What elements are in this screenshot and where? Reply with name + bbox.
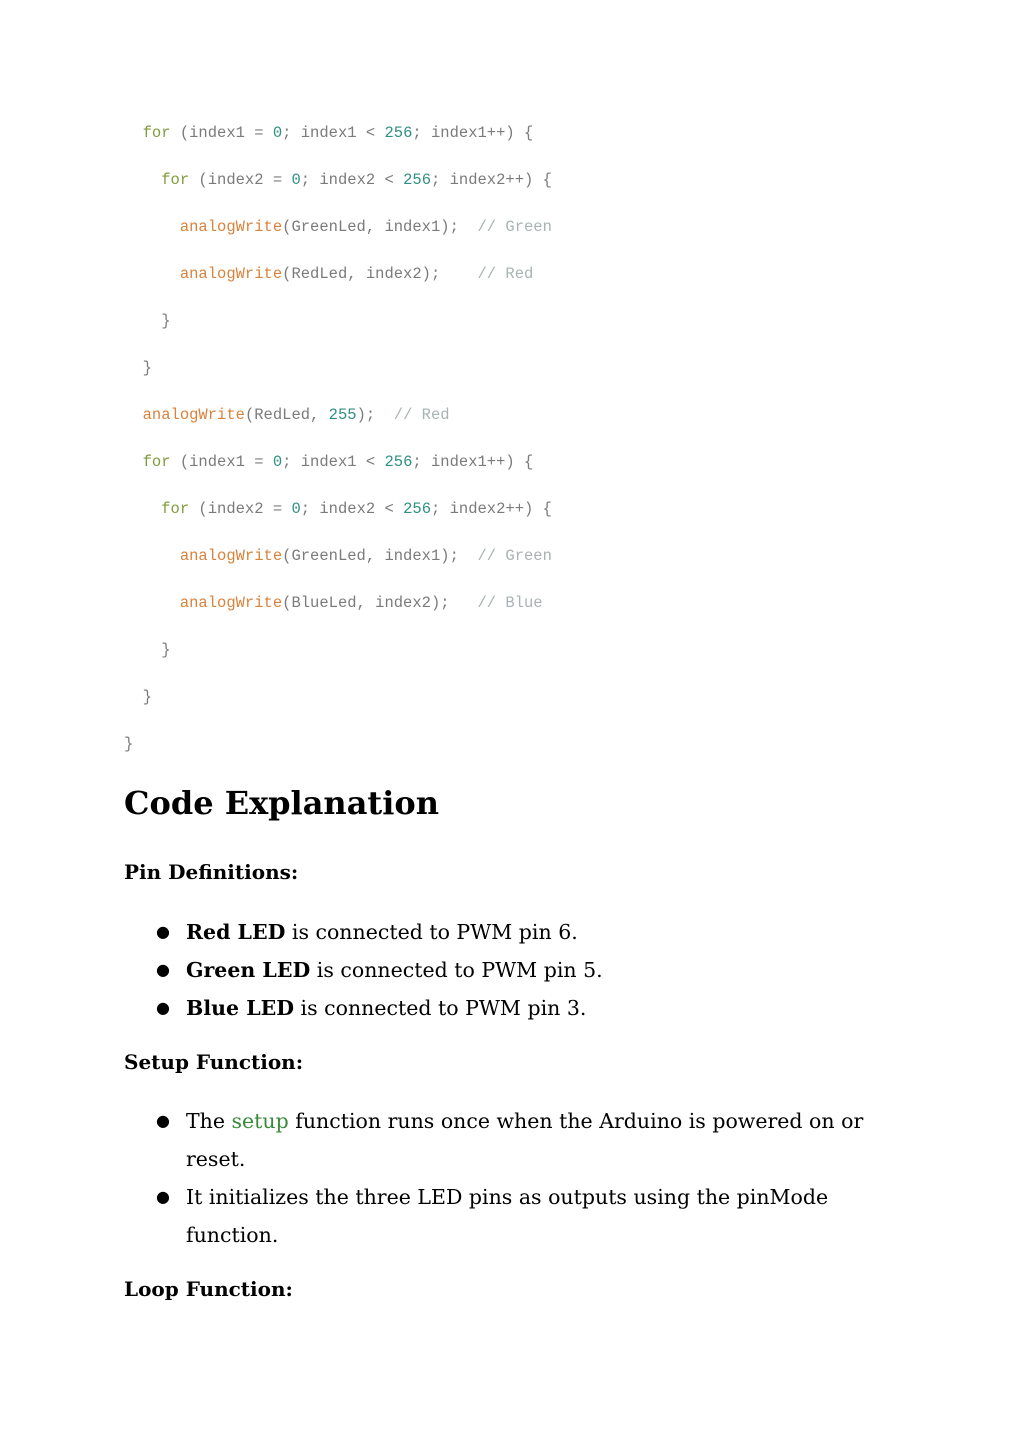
inline-code-setup: setup bbox=[231, 1109, 289, 1133]
code-token: 256 bbox=[403, 500, 431, 518]
code-token: (index1 = bbox=[170, 124, 273, 142]
code-token: ; index2 < bbox=[300, 500, 404, 518]
code-token: 256 bbox=[384, 124, 413, 142]
code-line bbox=[124, 306, 552, 353]
code-token: 0 bbox=[272, 453, 283, 471]
code-token: ); bbox=[356, 406, 394, 424]
code-line bbox=[124, 447, 552, 494]
list-item: ● It initializes the three LED pins as outputs using the pinMode function. bbox=[124, 1178, 884, 1254]
code-token: analogWrite bbox=[179, 218, 283, 236]
code-token: (BlueLed, index2); bbox=[282, 594, 478, 612]
list-item: ● The setup function runs once when the Arduino is powered on or reset. bbox=[124, 1102, 884, 1178]
code-token: ; index1 < bbox=[282, 124, 385, 142]
code-token: } bbox=[161, 312, 171, 330]
code-line bbox=[124, 588, 552, 635]
prose-section bbox=[124, 776, 884, 1303]
code-indent bbox=[124, 359, 143, 377]
code-indent bbox=[124, 641, 161, 659]
code-token: analogWrite bbox=[142, 406, 245, 424]
code-line bbox=[124, 400, 552, 447]
code-token: } bbox=[142, 359, 152, 377]
code-token: // Red bbox=[477, 265, 534, 283]
code-token: 256 bbox=[403, 171, 431, 189]
loop-function-heading: Loop Function: bbox=[124, 1277, 293, 1301]
section-heading: Code Explanation bbox=[124, 784, 439, 822]
code-indent bbox=[124, 265, 180, 283]
code-token: ; index1++) { bbox=[412, 453, 534, 471]
code-token: 256 bbox=[384, 453, 413, 471]
code-token: } bbox=[142, 688, 152, 706]
code-token: 0 bbox=[291, 500, 301, 518]
list-item: ● Blue LED is connected to PWM pin 3. bbox=[124, 989, 884, 1027]
code-indent bbox=[124, 547, 180, 565]
code-line bbox=[124, 259, 552, 306]
code-token: // Green bbox=[477, 547, 552, 565]
list-item: ● Green LED is connected to PWM pin 5. bbox=[124, 951, 884, 989]
code-line bbox=[124, 729, 552, 776]
pin-definitions-heading: Pin Definitions: bbox=[124, 860, 299, 884]
code-token: for bbox=[142, 124, 171, 142]
code-token: 0 bbox=[291, 171, 301, 189]
code-indent bbox=[124, 218, 180, 236]
code-token: ; index2++) { bbox=[431, 500, 552, 518]
code-token: ; index2++) { bbox=[431, 171, 552, 189]
code-line bbox=[124, 541, 552, 588]
code-indent bbox=[124, 500, 161, 518]
code-indent bbox=[124, 124, 143, 142]
code-token: 0 bbox=[272, 124, 283, 142]
code-line bbox=[124, 165, 552, 212]
code-token: // Blue bbox=[477, 594, 543, 612]
code-token: ; index1 < bbox=[282, 453, 385, 471]
code-token: analogWrite bbox=[179, 265, 283, 283]
code-block bbox=[124, 118, 552, 776]
bullet-icon: ● bbox=[156, 922, 170, 941]
code-token: analogWrite bbox=[179, 594, 283, 612]
code-token: (RedLed, index2); bbox=[282, 265, 478, 283]
code-line bbox=[124, 635, 552, 682]
bullet-icon: ● bbox=[156, 1111, 170, 1130]
code-line bbox=[124, 353, 552, 400]
code-indent bbox=[124, 688, 143, 706]
code-token: // Red bbox=[393, 406, 450, 424]
code-token: } bbox=[124, 735, 134, 753]
code-indent bbox=[124, 594, 180, 612]
bullet-icon: ● bbox=[156, 998, 170, 1017]
code-token: 255 bbox=[328, 406, 357, 424]
code-line bbox=[124, 682, 552, 729]
pin-definitions-list bbox=[124, 913, 884, 1027]
code-token: for bbox=[161, 500, 190, 518]
code-token: (GreenLed, index1); bbox=[282, 218, 478, 236]
code-indent bbox=[124, 453, 143, 471]
code-token: } bbox=[161, 641, 171, 659]
code-token: (RedLed, bbox=[244, 406, 329, 424]
code-token: analogWrite bbox=[179, 547, 283, 565]
code-indent bbox=[124, 171, 161, 189]
code-indent bbox=[124, 406, 143, 424]
code-line bbox=[124, 494, 552, 541]
code-token: (GreenLed, index1); bbox=[282, 547, 478, 565]
code-token: ; index1++) { bbox=[412, 124, 534, 142]
code-token: for bbox=[161, 171, 190, 189]
code-token: (index1 = bbox=[170, 453, 273, 471]
bullet-icon: ● bbox=[156, 1187, 170, 1206]
code-line bbox=[124, 118, 552, 165]
code-token: // Green bbox=[477, 218, 552, 236]
code-token: for bbox=[142, 453, 171, 471]
code-token: ; index2 < bbox=[300, 171, 404, 189]
setup-function-heading: Setup Function: bbox=[124, 1050, 304, 1074]
list-item: ● Red LED is connected to PWM pin 6. bbox=[124, 913, 884, 951]
bullet-icon: ● bbox=[156, 960, 170, 979]
code-indent bbox=[124, 312, 161, 330]
code-token: (index2 = bbox=[189, 500, 292, 518]
code-token: (index2 = bbox=[189, 171, 292, 189]
code-line bbox=[124, 212, 552, 259]
setup-function-list bbox=[124, 1102, 884, 1254]
